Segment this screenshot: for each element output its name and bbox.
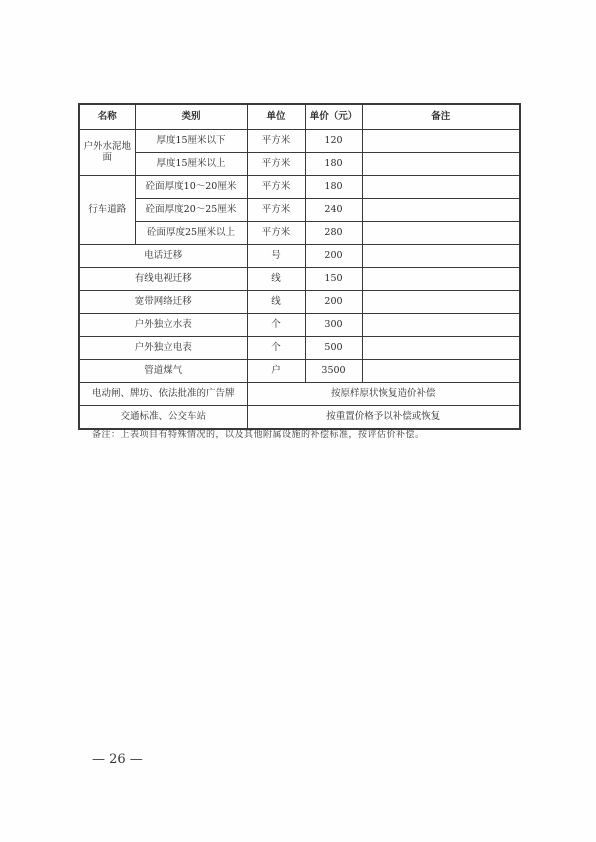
row-price: 300 — [305, 314, 362, 337]
table-row — [79, 337, 520, 360]
row-name: 有线电视迁移 — [79, 268, 247, 291]
row-price: 200 — [305, 291, 362, 314]
row-note — [362, 291, 520, 314]
row-note — [362, 199, 520, 222]
row-unit: 户 — [247, 360, 305, 383]
row-price: 180 — [305, 153, 362, 176]
table-row — [79, 245, 520, 268]
page-number: — 26 — — [92, 752, 143, 767]
header-category: 类别 — [135, 104, 247, 130]
table-row — [79, 130, 520, 153]
header-price: 单价（元） — [305, 104, 362, 130]
row-unit: 平方米 — [247, 222, 305, 245]
row-note — [362, 222, 520, 245]
row-unit: 线 — [247, 291, 305, 314]
row-note — [362, 360, 520, 383]
row-price: 150 — [305, 268, 362, 291]
row-unit: 平方米 — [247, 176, 305, 199]
table-row — [79, 268, 520, 291]
row-unit: 平方米 — [247, 153, 305, 176]
header-note: 备注 — [362, 104, 520, 130]
row-unit: 号 — [247, 245, 305, 268]
row-name: 交通标准、公交车站 — [79, 406, 247, 430]
row-name: 户外独立电表 — [79, 337, 247, 360]
row-price: 180 — [305, 176, 362, 199]
row-price: 240 — [305, 199, 362, 222]
table-row — [79, 176, 520, 199]
table-row — [79, 383, 520, 406]
table-row — [79, 360, 520, 383]
table-row — [79, 153, 520, 176]
row-unit: 个 — [247, 337, 305, 360]
row-name: 管道煤气 — [79, 360, 247, 383]
row-unit: 平方米 — [247, 199, 305, 222]
row-category: 砼面厚度25厘米以上 — [135, 222, 247, 245]
row-name: 宽带网络迁移 — [79, 291, 247, 314]
row-note — [362, 268, 520, 291]
table-row — [79, 222, 520, 245]
row-compensation-text: 按重置价格予以补偿或恢复 — [247, 406, 520, 430]
footnote: 备注：上表项目有特殊情况的，以及其他附属设施的补偿标准，按评估价补偿。 — [92, 430, 425, 440]
row-category: 砼面厚度20～25厘米 — [135, 199, 247, 222]
row-name: 户外独立水表 — [79, 314, 247, 337]
header-unit: 单位 — [247, 104, 305, 130]
row-name: 电动闸、牌坊、依法批准的广告牌 — [79, 383, 247, 406]
row-price: 280 — [305, 222, 362, 245]
row-category: 砼面厚度10～20厘米 — [135, 176, 247, 199]
row-price: 500 — [305, 337, 362, 360]
row-price: 120 — [305, 130, 362, 153]
table-row — [79, 406, 520, 430]
row-compensation-text: 按原样原状恢复造价补偿 — [247, 383, 520, 406]
row-category: 厚度15厘米以上 — [135, 153, 247, 176]
compensation-table — [78, 103, 521, 430]
row-note — [362, 176, 520, 199]
group-roadway: 行车道路 — [79, 176, 135, 245]
row-note — [362, 245, 520, 268]
row-note — [362, 130, 520, 153]
row-name: 电话迁移 — [79, 245, 247, 268]
table-row — [79, 291, 520, 314]
group-outdoor-cement: 户外水泥地面 — [79, 130, 135, 176]
table-row — [79, 314, 520, 337]
row-note — [362, 314, 520, 337]
header-name: 名称 — [79, 104, 135, 130]
row-price: 200 — [305, 245, 362, 268]
row-price: 3500 — [305, 360, 362, 383]
row-category: 厚度15厘米以下 — [135, 130, 247, 153]
table-row — [79, 199, 520, 222]
row-unit: 线 — [247, 268, 305, 291]
row-note — [362, 153, 520, 176]
row-note — [362, 337, 520, 360]
table-header-row — [79, 104, 520, 130]
row-unit: 平方米 — [247, 130, 305, 153]
row-unit: 个 — [247, 314, 305, 337]
